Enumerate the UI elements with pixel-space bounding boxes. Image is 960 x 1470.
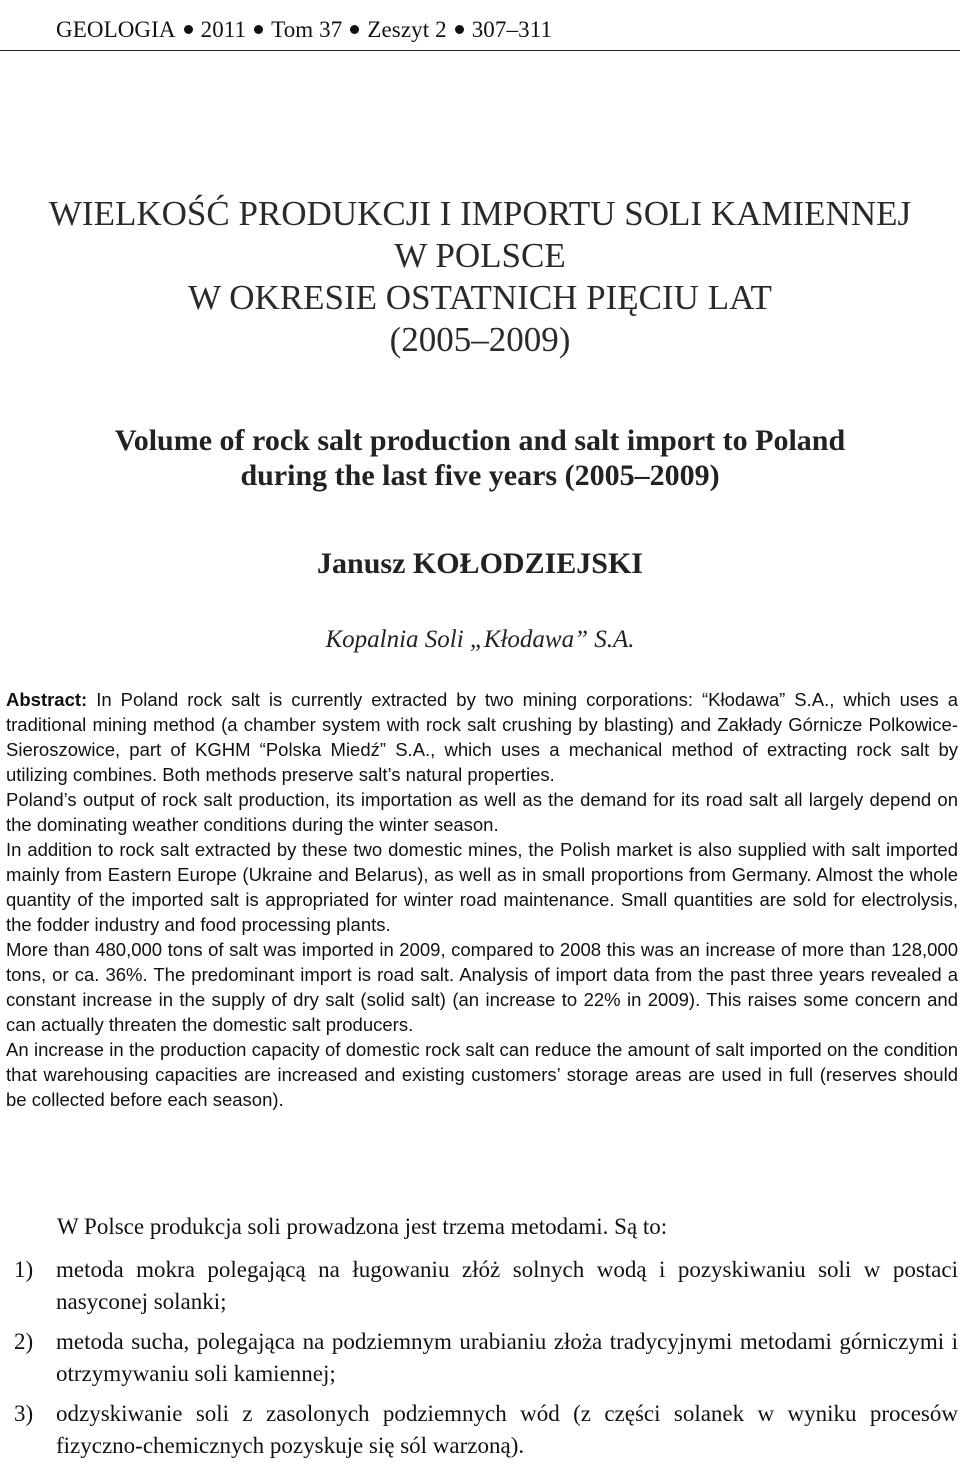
bullet-separator [254, 25, 263, 34]
bullet-separator [350, 25, 359, 34]
abstract-paragraph: An increase in the production capacity of domestic rock salt can reduce the amount of salt imported on the condition that warehousing capacities are increased and existing customers’ storage areas are used in full (reserves should be collected before each season). [6, 1039, 958, 1110]
abstract-paragraph: Poland’s output of rock salt production, its importation as well as the demand for its road salt all largely depend on the dominating weather conditions during the winter season. [6, 789, 958, 835]
list-text: odzyskiwanie soli z zasolonych podziemnych wód (z części solanek w wyniku procesów fizyczno-chemicznych pozyskuje się sól warzoną). [56, 1401, 958, 1458]
list-item [14, 1398, 958, 1462]
title-polish [0, 193, 960, 361]
title-polish-line: (2005–2009) [389, 320, 571, 359]
body-intro: W Polsce produkcja soli prowadzona jest trzema metodami. Są to: [57, 1214, 668, 1239]
abstract-label: Abstract: [6, 689, 88, 710]
running-header [0, 14, 960, 51]
list-number: 2) [14, 1329, 34, 1354]
title-polish-line: W POLSCE [394, 236, 566, 275]
abstract-text: In Poland rock salt is currently extracted by two mining corporations: “Kłodawa” S.A., which uses a traditional mining method (a chamber system with rock salt crushing by blasting) and Zakłady Górnicze Polkowice-Sieroszowice, part of KGHM “Polska Miedź” S.A., which uses a mechanical method of extracting rock salt by utilizing combines. Both methods preserve salt’s natural properties. [6, 689, 959, 785]
bullet-separator [455, 25, 464, 34]
journal-year: 2011 [200, 17, 247, 42]
title-english-line: Volume of rock salt production and salt import to Poland [114, 424, 846, 457]
abstract-paragraph: In addition to rock salt extracted by these two domestic mines, the Polish market is also supplied with salt imported mainly from Eastern Europe (Ukraine and Belarus), as well as in small proportions from Germany. Almost the whole quantity of the imported salt is appropriated for winter road maintenance. Small quantities are sold for electrolysis, the fodder industry and food processing plants. [6, 839, 958, 935]
bullet-separator [184, 25, 193, 34]
journal-volume: Tom 37 [271, 17, 343, 42]
list-item [14, 1326, 958, 1390]
list-item [14, 1254, 958, 1318]
title-polish-line: WIELKOŚĆ PRODUKCJI I IMPORTU SOLI KAMIENNEJ [48, 194, 912, 233]
abstract-paragraph [6, 687, 958, 787]
journal-name: GEOLOGIA [56, 17, 176, 42]
list-text: metoda sucha, polegająca na podziemnym urabianiu złoża tradycyjnymi metodami górniczymi i otrzymywaniu soli kamiennej; [56, 1329, 958, 1386]
abstract [6, 687, 958, 1112]
title-english [0, 423, 960, 493]
abstract-paragraph: More than 480,000 tons of salt was imported in 2009, compared to 2008 this was an increase of more than 128,000 tons, or ca. 36%. The predominant import is road salt. Analysis of import data from the past three years revealed a constant increase in the supply of dry salt (solid salt) (an increase to 22% in 2009). This raises some concern and can actually threaten the domestic salt producers. [6, 939, 958, 1035]
list-number: 3) [14, 1401, 34, 1426]
author-affiliation: Kopalnia Soli „Kłodawa” S.A. [325, 626, 635, 653]
title-english-line: during the last five years (2005–2009) [240, 459, 720, 492]
list-text: metoda mokra polegającą na ługowaniu złóż solnych wodą i pozyskiwaniu soli w postaci nasyconej solanki; [56, 1257, 958, 1314]
list-number: 1) [14, 1257, 34, 1282]
methods-list [14, 1254, 958, 1470]
title-polish-line: W OKRESIE OSTATNICH PIĘCIU LAT [188, 278, 772, 317]
journal-issue: Zeszyt 2 [367, 17, 447, 42]
journal-pages: 307–311 [471, 17, 553, 42]
author-name: Janusz KOŁODZIEJSKI [317, 547, 643, 580]
